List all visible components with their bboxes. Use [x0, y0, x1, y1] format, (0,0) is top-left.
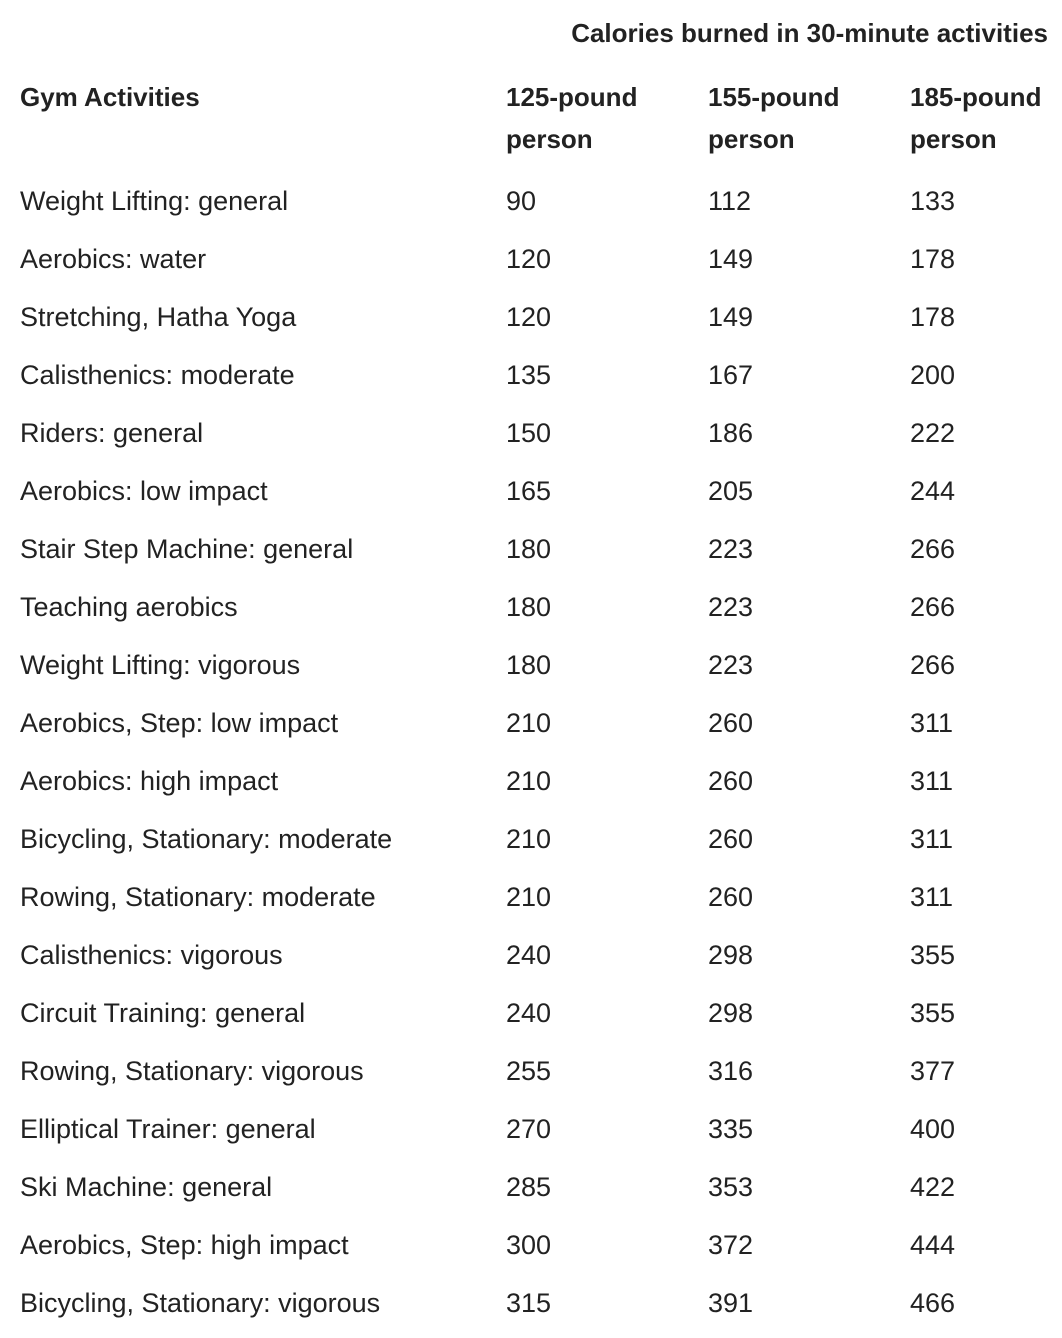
calories-125-cell: 210 — [506, 707, 552, 738]
header-155-line1: 155-pound — [708, 82, 840, 112]
activity-cell: Teaching aerobics — [20, 591, 238, 622]
calories-125-cell: 315 — [506, 1287, 552, 1318]
calories-185-cell: 444 — [910, 1229, 956, 1260]
header-125-line1: 125-pound — [506, 82, 638, 112]
calories-125-cell: 150 — [506, 417, 552, 448]
calories-table — [20, 72, 1050, 1332]
calories-155-cell: 149 — [708, 301, 754, 332]
table-header — [20, 72, 1050, 172]
table-row — [20, 810, 1050, 868]
table-row — [20, 1216, 1050, 1274]
calories-185-cell: 266 — [910, 533, 956, 564]
calories-185-cell: 311 — [910, 823, 954, 854]
activity-cell: Rowing, Stationary: moderate — [20, 881, 376, 912]
table-row — [20, 752, 1050, 810]
calories-125-cell: 255 — [506, 1055, 552, 1086]
activity-cell: Stretching, Hatha Yoga — [20, 301, 297, 332]
table-row — [20, 520, 1050, 578]
calories-185-cell: 311 — [910, 881, 954, 912]
table-row — [20, 868, 1050, 926]
table-row — [20, 1042, 1050, 1100]
header-row — [20, 72, 1050, 172]
table-row — [20, 172, 1050, 230]
activity-cell: Aerobics: high impact — [20, 765, 279, 796]
calories-155-cell: 260 — [708, 707, 754, 738]
calories-155-cell: 223 — [708, 591, 754, 622]
calories-155-cell: 223 — [708, 533, 754, 564]
header-activity-label: Gym Activities — [20, 82, 200, 112]
table-row — [20, 636, 1050, 694]
calories-155-cell: 391 — [708, 1287, 754, 1318]
calories-125-cell: 120 — [506, 301, 552, 332]
calories-155-cell: 149 — [708, 243, 754, 274]
calories-125-cell: 180 — [506, 533, 552, 564]
calories-185-cell: 355 — [910, 939, 956, 970]
table-row — [20, 1274, 1050, 1332]
table-row — [20, 694, 1050, 752]
header-155-line2: person — [708, 124, 795, 154]
activity-cell: Bicycling, Stationary: vigorous — [20, 1287, 381, 1318]
calories-155-cell: 316 — [708, 1055, 754, 1086]
calories-125-cell: 180 — [506, 649, 552, 680]
table-row — [20, 404, 1050, 462]
calories-185-cell: 178 — [910, 301, 956, 332]
activity-cell: Ski Machine: general — [20, 1171, 273, 1202]
activity-cell: Riders: general — [20, 417, 204, 448]
calories-125-cell: 165 — [506, 475, 552, 506]
activity-cell: Calisthenics: vigorous — [20, 939, 283, 970]
calories-155-cell: 353 — [708, 1171, 754, 1202]
calories-185-cell: 222 — [910, 417, 956, 448]
calories-185-cell: 355 — [910, 997, 956, 1028]
header-activity — [20, 72, 506, 172]
calories-185-cell: 266 — [910, 591, 956, 622]
table-row — [20, 926, 1050, 984]
calories-155-cell: 223 — [708, 649, 754, 680]
calories-155-cell: 298 — [708, 997, 754, 1028]
calories-185-cell: 466 — [910, 1287, 956, 1318]
activity-cell: Aerobics, Step: low impact — [20, 707, 339, 738]
calories-155-cell: 372 — [708, 1229, 754, 1260]
activity-cell: Aerobics, Step: high impact — [20, 1229, 349, 1260]
calories-125-cell: 210 — [506, 823, 552, 854]
calories-155-cell: 205 — [708, 475, 754, 506]
activity-cell: Rowing, Stationary: vigorous — [20, 1055, 364, 1086]
calories-185-cell: 311 — [910, 707, 954, 738]
calories-125-cell: 300 — [506, 1229, 552, 1260]
calories-125-cell: 210 — [506, 765, 552, 796]
table-row — [20, 230, 1050, 288]
calories-125-cell: 180 — [506, 591, 552, 622]
activity-cell: Aerobics: water — [20, 243, 207, 274]
activity-cell: Circuit Training: general — [20, 997, 306, 1028]
table-row — [20, 346, 1050, 404]
calories-155-cell: 260 — [708, 765, 754, 796]
calories-185-cell: 377 — [910, 1055, 956, 1086]
header-125-pound — [506, 72, 708, 172]
calories-155-cell: 112 — [708, 185, 752, 216]
calories-125-cell: 90 — [506, 185, 537, 216]
activity-cell: Aerobics: low impact — [20, 475, 268, 506]
activity-cell: Calisthenics: moderate — [20, 359, 295, 390]
calories-155-cell: 298 — [708, 939, 754, 970]
calories-125-cell: 120 — [506, 243, 552, 274]
header-155-pound — [708, 72, 910, 172]
calories-185-cell: 266 — [910, 649, 956, 680]
table-body — [20, 172, 1050, 1332]
table-caption: Calories burned in 30-minute activities — [571, 18, 1048, 48]
table-row — [20, 578, 1050, 636]
activity-cell: Bicycling, Stationary: moderate — [20, 823, 393, 854]
activity-cell: Weight Lifting: vigorous — [20, 649, 301, 680]
calories-125-cell: 210 — [506, 881, 552, 912]
calories-155-cell: 186 — [708, 417, 754, 448]
calories-155-cell: 335 — [708, 1113, 754, 1144]
calories-185-cell: 311 — [910, 765, 954, 796]
table-row — [20, 462, 1050, 520]
header-125-line2: person — [506, 124, 593, 154]
table-row — [20, 288, 1050, 346]
calories-125-cell: 240 — [506, 997, 552, 1028]
calories-185-cell: 400 — [910, 1113, 956, 1144]
calories-185-cell: 200 — [910, 359, 956, 390]
header-185-pound — [910, 72, 1050, 172]
activity-cell: Elliptical Trainer: general — [20, 1113, 316, 1144]
calories-185-cell: 422 — [910, 1171, 956, 1202]
calories-155-cell: 167 — [708, 359, 754, 390]
calories-155-cell: 260 — [708, 823, 754, 854]
calories-155-cell: 260 — [708, 881, 754, 912]
calories-125-cell: 135 — [506, 359, 552, 390]
header-185-line2: person — [910, 124, 997, 154]
calories-125-cell: 285 — [506, 1171, 552, 1202]
table-row — [20, 984, 1050, 1042]
calories-125-cell: 270 — [506, 1113, 552, 1144]
table-row — [20, 1158, 1050, 1216]
activity-cell: Stair Step Machine: general — [20, 533, 354, 564]
calories-185-cell: 244 — [910, 475, 956, 506]
calories-185-cell: 133 — [910, 185, 956, 216]
table-row — [20, 1100, 1050, 1158]
calories-125-cell: 240 — [506, 939, 552, 970]
activity-cell: Weight Lifting: general — [20, 185, 289, 216]
calories-185-cell: 178 — [910, 243, 956, 274]
header-185-line1: 185-pound — [910, 82, 1042, 112]
